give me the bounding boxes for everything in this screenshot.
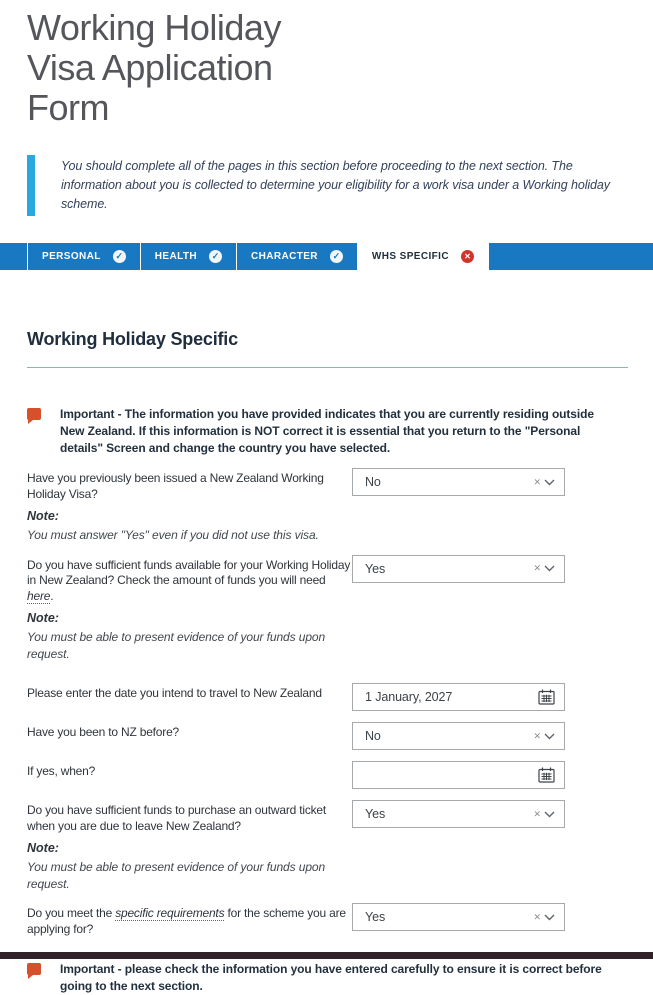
section-heading: Working Holiday Specific [27, 329, 238, 349]
tab-whs-specific[interactable] [357, 243, 488, 270]
field-label: Do you have sufficient funds to purchase an outward ticket when you are due to leave New Zealand? [27, 803, 327, 833]
field-row-been-to-nz [27, 722, 628, 750]
note-body: You must be able to present evidence of your funds upon request. [27, 860, 326, 891]
tab-character[interactable] [236, 243, 357, 270]
select-clear-icon[interactable]: ✕ [533, 476, 541, 487]
page-title: Working Holiday Visa Application Form [27, 7, 281, 128]
chevron-down-icon[interactable] [544, 565, 555, 572]
check-circle-icon: ✓ [209, 250, 222, 263]
select-value: Yes [365, 807, 386, 821]
tab-health-label: HEALTH [154, 251, 197, 262]
note-title: Note: [27, 509, 59, 523]
important-notice-top [27, 406, 628, 457]
footer-bar [0, 952, 653, 959]
tab-personal[interactable] [27, 243, 140, 270]
note-title: Note: [27, 841, 59, 855]
field-row-specific-requirements [27, 903, 628, 937]
travel-date-input[interactable] [352, 683, 565, 711]
field-label: Have you previously been issued a New Zealand Working Holiday Visa? [27, 471, 324, 501]
note-body: You must be able to present evidence of your funds upon request. [27, 630, 326, 661]
heading-divider [27, 367, 628, 368]
tab-character-label: CHARACTER [250, 251, 318, 262]
tab-whs-specific-label: WHS SPECIFIC [371, 251, 449, 262]
tabbar-lead-segment [0, 243, 27, 270]
funds-needed-link[interactable]: here [27, 588, 51, 603]
note-block [27, 841, 349, 892]
note-block [27, 509, 349, 544]
been-to-nz-select[interactable] [352, 722, 565, 750]
outward-ticket-select[interactable] [352, 800, 565, 828]
important-flag-icon [27, 963, 41, 975]
section-tabbar [0, 243, 653, 270]
select-clear-icon[interactable]: ✕ [533, 730, 541, 741]
calendar-icon[interactable] [538, 689, 555, 705]
field-row-outward-ticket [27, 800, 628, 834]
field-row-travel-date [27, 683, 628, 711]
field-label: Do you have sufficient funds available for your Working Holiday in New Zealand? Check the amount of funds you will need here. [27, 557, 351, 603]
chevron-down-icon[interactable] [544, 733, 555, 740]
tab-health[interactable] [140, 243, 236, 270]
note-body: You must answer "Yes" even if you did not use this visa. [27, 528, 319, 542]
intro-text: You should complete all of the pages in this section before proceeding to the next section. The information about you is collected to determine your eligibility for a work visa under a Working holiday scheme. [61, 159, 610, 211]
if-yes-when-date-input[interactable] [352, 761, 565, 789]
important-notice-bottom-text: Important - please check the information you have entered carefully to ensure it is correct before going to the next section. [60, 962, 602, 993]
calendar-icon[interactable] [538, 767, 555, 783]
chevron-down-icon[interactable] [544, 811, 555, 818]
important-flag-icon [27, 408, 41, 420]
field-label: Do you meet the specific requirements for the scheme you are applying for? [27, 906, 346, 936]
specific-requirements-select[interactable] [352, 903, 565, 931]
select-value: No [365, 729, 381, 743]
check-circle-icon: ✓ [330, 250, 343, 263]
chevron-down-icon[interactable] [544, 479, 555, 486]
intro-callout [27, 155, 628, 216]
tabbar-fill-segment [488, 243, 653, 270]
select-clear-icon[interactable]: ✕ [533, 911, 541, 922]
select-clear-icon[interactable]: ✕ [533, 563, 541, 573]
field-row-if-yes-when [27, 761, 628, 789]
select-value: No [365, 475, 381, 489]
note-title: Note: [27, 611, 59, 625]
select-value: Yes [365, 910, 386, 924]
field-row-previous-whv [27, 468, 628, 502]
select-clear-icon[interactable]: ✕ [533, 808, 541, 819]
select-value: Yes [365, 561, 386, 576]
field-label: Have you been to NZ before? [27, 725, 180, 739]
note-block [27, 611, 349, 662]
sufficient-funds-select[interactable] [352, 555, 565, 583]
date-value: 1 January, 2027 [365, 690, 453, 704]
field-label: Please enter the date you intend to travel to New Zealand [27, 686, 322, 700]
chevron-down-icon[interactable] [544, 914, 555, 921]
field-label: If yes, when? [27, 764, 96, 778]
form-content [0, 329, 653, 995]
field-row-sufficient-funds [27, 555, 628, 605]
check-circle-icon: ✓ [113, 250, 126, 263]
important-notice-top-text: Important - The information you have provided indicates that you are currently residing outside New Zealand. If this information is NOT correct it is essential that you return to the "Personal details" Screen and change the country you have selected. [60, 407, 594, 455]
specific-requirements-link[interactable]: specific requirements [115, 906, 225, 920]
error-circle-icon: ✕ [461, 250, 474, 263]
tab-personal-label: PERSONAL [42, 251, 101, 262]
previous-whv-select[interactable] [352, 468, 565, 496]
important-notice-bottom [27, 961, 628, 995]
